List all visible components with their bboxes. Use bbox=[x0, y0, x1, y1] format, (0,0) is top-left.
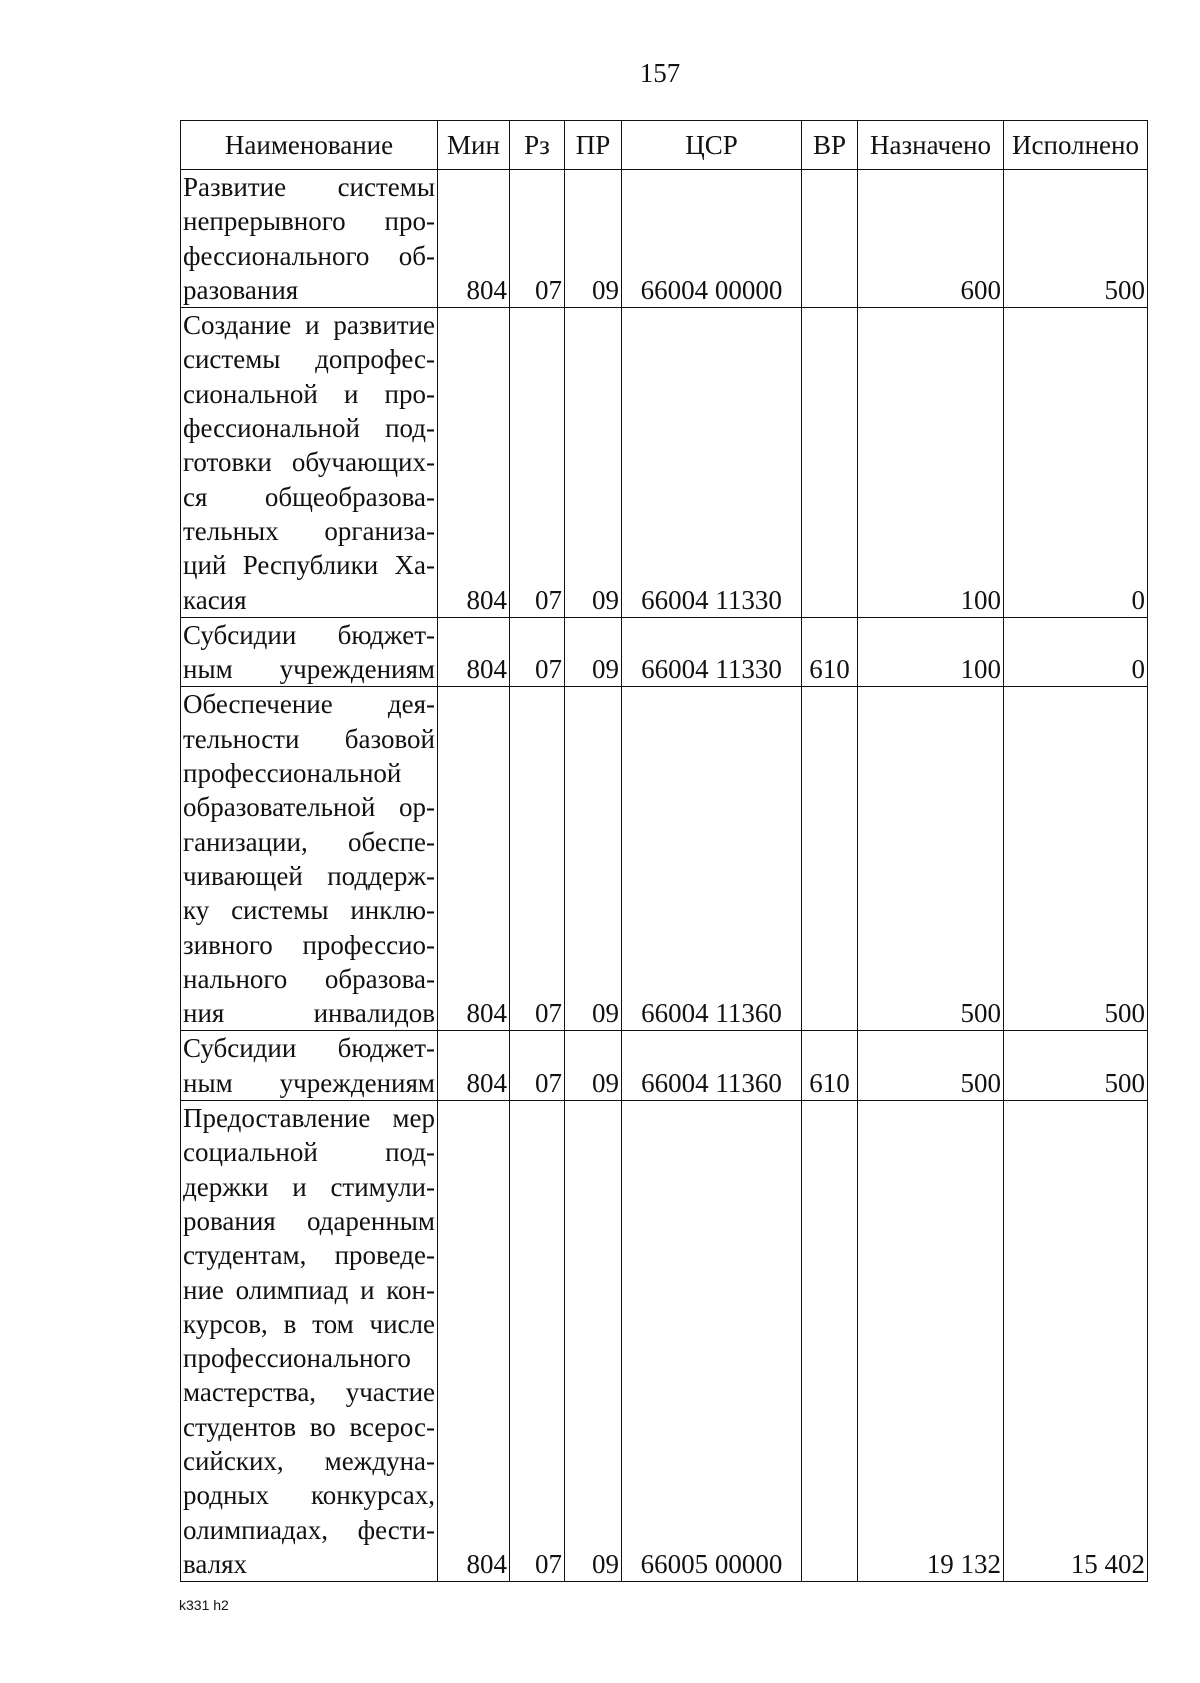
row-min: 804 bbox=[438, 617, 510, 687]
row-vr: 610 bbox=[802, 617, 858, 687]
row-vr: 610 bbox=[802, 1031, 858, 1101]
row-name: Создание и развитие системы допрофес- сиональной и про- фессиональной под- готовки обучающих- ся общеобразова- тельных организа- ций Республики Ха- касия bbox=[181, 308, 438, 618]
header-pr: ПР bbox=[565, 121, 622, 170]
table-row bbox=[181, 308, 1148, 618]
row-assigned: 100 bbox=[858, 308, 1004, 618]
row-assigned: 100 bbox=[858, 617, 1004, 687]
row-pr: 09 bbox=[565, 308, 622, 618]
row-rz: 07 bbox=[510, 170, 565, 308]
row-vr bbox=[802, 170, 858, 308]
row-assigned: 19 132 bbox=[858, 1101, 1004, 1582]
table-row bbox=[181, 1101, 1148, 1582]
row-assigned: 500 bbox=[858, 687, 1004, 1031]
row-min: 804 bbox=[438, 308, 510, 618]
row-csr: 66004 11360 bbox=[622, 1031, 802, 1101]
header-min: Мин bbox=[438, 121, 510, 170]
row-csr: 66004 11360 bbox=[622, 687, 802, 1031]
row-vr bbox=[802, 308, 858, 618]
row-min: 804 bbox=[438, 1101, 510, 1582]
row-executed: 500 bbox=[1004, 1031, 1148, 1101]
row-executed: 0 bbox=[1004, 617, 1148, 687]
row-assigned: 600 bbox=[858, 170, 1004, 308]
row-executed: 500 bbox=[1004, 687, 1148, 1031]
row-pr: 09 bbox=[565, 1101, 622, 1582]
row-min: 804 bbox=[438, 687, 510, 1031]
table-row bbox=[181, 687, 1148, 1031]
row-name: Развитие системы непрерывного про- фессионального об- разования bbox=[181, 170, 438, 308]
row-csr: 66005 00000 bbox=[622, 1101, 802, 1582]
row-name: Субсидии бюджет- ным учреждениям bbox=[181, 617, 438, 687]
table-row bbox=[181, 617, 1148, 687]
row-rz: 07 bbox=[510, 1101, 565, 1582]
table-row bbox=[181, 170, 1148, 308]
row-assigned: 500 bbox=[858, 1031, 1004, 1101]
row-vr bbox=[802, 1101, 858, 1582]
footer-code: k331 h2 bbox=[179, 1597, 229, 1613]
row-pr: 09 bbox=[565, 617, 622, 687]
row-vr bbox=[802, 687, 858, 1031]
row-pr: 09 bbox=[565, 170, 622, 308]
row-name: Обеспечение дея- тельности базовой профессиональной образовательной ор- ганизации, обеспе- чивающей поддерж- ку системы инклю- зивного профессио- нального образова- ния инвалидов bbox=[181, 687, 438, 1031]
header-assigned: Назначено bbox=[858, 121, 1004, 170]
row-csr: 66004 11330 bbox=[622, 617, 802, 687]
header-name: Наименование bbox=[181, 121, 438, 170]
row-min: 804 bbox=[438, 170, 510, 308]
row-name: Предоставление мер социальной под- держки и стимули- рования одаренным студентам, проведе- ние олимпиад и кон- курсов, в том числе профессионального мастерства, участие студентов во всерос- сийских, междуна- родных конкурсах, олимпиадах, фести- валях bbox=[181, 1101, 438, 1582]
row-pr: 09 bbox=[565, 687, 622, 1031]
row-executed: 500 bbox=[1004, 170, 1148, 308]
row-rz: 07 bbox=[510, 1031, 565, 1101]
table-header-row bbox=[181, 121, 1148, 170]
header-vr: ВР bbox=[802, 121, 858, 170]
row-executed: 0 bbox=[1004, 308, 1148, 618]
row-rz: 07 bbox=[510, 308, 565, 618]
row-csr: 66004 00000 bbox=[622, 170, 802, 308]
row-executed: 15 402 bbox=[1004, 1101, 1148, 1582]
row-name: Субсидии бюджет- ным учреждениям bbox=[181, 1031, 438, 1101]
row-rz: 07 bbox=[510, 617, 565, 687]
row-min: 804 bbox=[438, 1031, 510, 1101]
table-row bbox=[181, 1031, 1148, 1101]
row-pr: 09 bbox=[565, 1031, 622, 1101]
header-executed: Исполнено bbox=[1004, 121, 1148, 170]
header-rz: Рз bbox=[510, 121, 565, 170]
budget-table bbox=[180, 120, 1148, 1582]
header-csr: ЦСР bbox=[622, 121, 802, 170]
page-number: 157 bbox=[639, 58, 681, 88]
row-rz: 07 bbox=[510, 687, 565, 1031]
row-csr: 66004 11330 bbox=[622, 308, 802, 618]
